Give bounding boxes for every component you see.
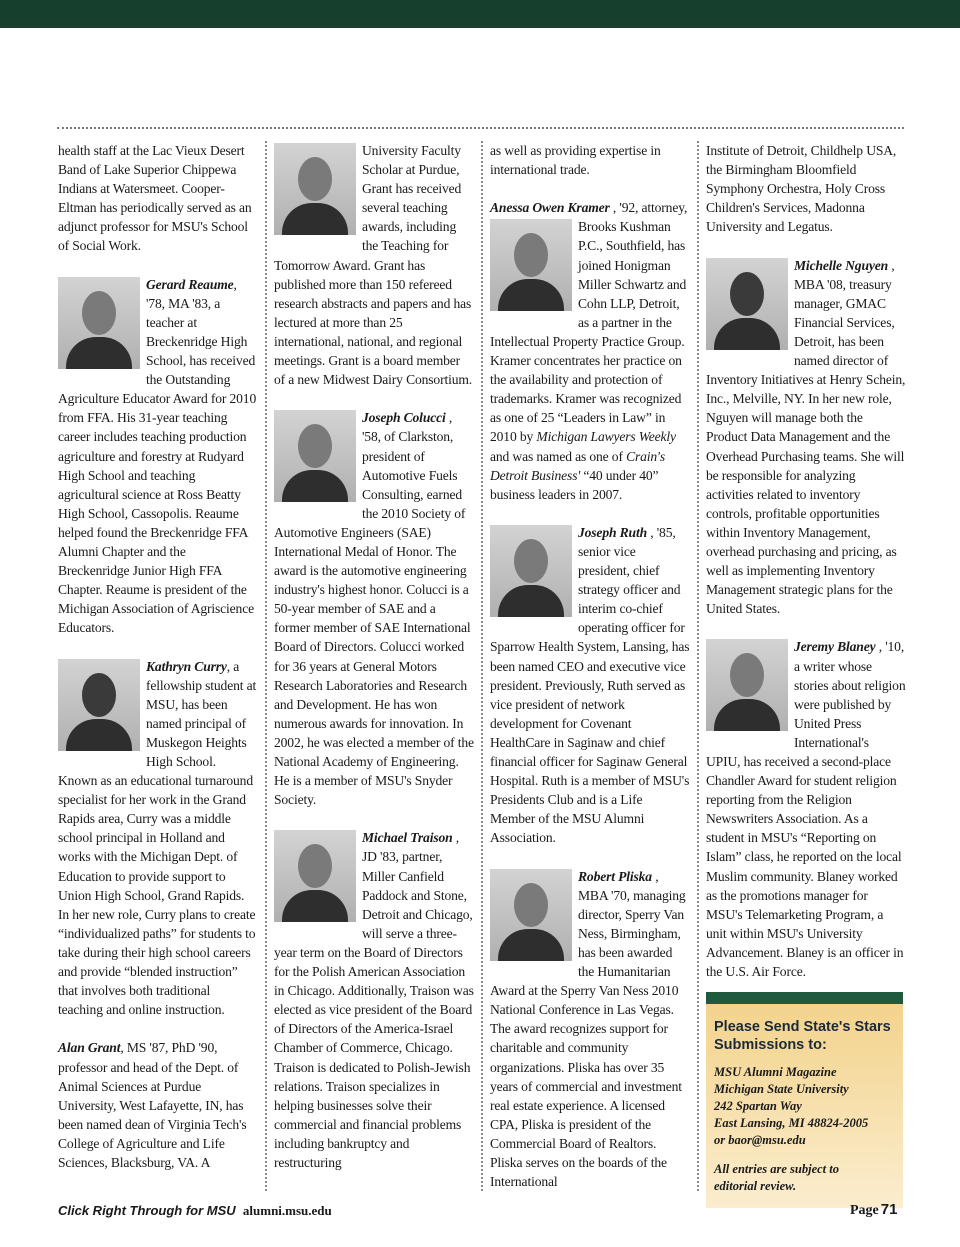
column-3 [490, 141, 690, 1210]
entry-text: , JD '83, partner, Miller Canfield Paddock and Stone, Detroit and Chicago, will serve a three-year term on the Board of Directors for the Polish American Association in Chicago. Additionally, Traison was elected as vice president of the Board of Directors of the America-Israel Chamber of Commerce, Chicago. Traison is dedicated to Polish-Jewish relations. Traison specializes in helping businesses solve their commercial and financial problems including bankruptcy and restructuring [274, 830, 474, 1170]
column-1 [58, 141, 258, 1191]
entry-text: , MS '87, PhD '90, professor and head of the Dept. of Animal Sciences at Purdue University, West Lafayette, IN, has been named dean of Virginia Tech's College of Agriculture and Life Sciences, Blacksburg, VA. A [58, 1040, 247, 1170]
column-4 [706, 141, 906, 1000]
address-line: 242 Spartan Way [714, 1099, 802, 1113]
portrait-photo-pliska [490, 869, 572, 961]
paragraph: as well as providing expertise in international trade. [490, 143, 661, 178]
entry-text: and was named as one of [490, 448, 627, 464]
entry-text: , MBA '08, treasury manager, GMAC Financial Services, Detroit, has been named director of Inventory Initiatives at Henry Schein, Inc., Melville, NY. In her new role, Nguyen will manage both the Product Data Management and the Overhead Purchasing teams. She will be responsible for analyzing activities related to inventory controls, profitable opportunities within Inventory Management, overhead purchasing and pricing, as well as implementing Inventory Management strategic plans for the United States. [706, 257, 906, 617]
entry-text: , '10, a writer whose stories about religion were published by United Press International's UPIU, has received a second-place Chandler Award for student religion reporting from the Religion Newswriters Association. As a student in MSU's “Reporting on Islam” class, he reported on the local Muslim community. Blaney worked as the promotions manager for MSU's Telemarketing Program, a unit within MSU's University Advancement. Blaney is an officer in the U.S. Air Force. [706, 639, 906, 980]
entry-text: , '58, of Clarkston, president of Automotive Fuels Consulting, earned the 2010 Society of Automotive Engineers (SAE) International Medal of Honor. The award is the automotive engineering industry's highest honor. Colucci is a 50-year member of SAE and a former member of SAE International Board of Directors. Colucci worked for 36 years at General Motors Research Laboratories and Research and Development. He has won numerous awards for innovation. In 2002, he was elected a member of the National Academy of Engineering. He is a member of MSU's Snyder Society. [274, 410, 474, 808]
top-dotted-rule [57, 127, 904, 129]
note-line: All entries are subject to [714, 1162, 839, 1176]
publication-name: Michigan Lawyers Weekly [536, 429, 676, 445]
footer-url-link[interactable]: alumni.msu.edu [242, 1203, 332, 1218]
entry-kramer [490, 198, 690, 504]
portrait-photo-colucci [274, 410, 356, 502]
column-divider [481, 141, 483, 1191]
entry-reaume [58, 275, 258, 638]
entry-text: , '78, MA '83, a teacher at Breckenridge High School, has received the Outstanding Agriculture Educator Award for 2010 from FFA. His 31-year teaching career includes teaching production agriculture and forestry at Rudyard High School and teaching agricultural science at Ross Beatty High School, Cassopolis. Reaume helped found the Breckenridge FFA Alumni Chapter and the Breckenridge Junior High FFA Chapter. Reaume is president of the Michigan Association of Agriscience Educators. [58, 276, 257, 636]
paragraph: Institute of Detroit, Childhelp USA, the Birmingham Bloomfield Symphony Orchestra, Holy Cross Children's Services, Madonna University and Legatus. [706, 143, 897, 235]
column-divider [265, 141, 267, 1191]
person-name: Michael Traison [362, 830, 453, 846]
submissions-title-line: Submissions to: [714, 1037, 827, 1053]
entry-nguyen [706, 256, 906, 619]
top-color-bar [0, 0, 960, 28]
editorial-note [714, 1161, 903, 1195]
address-line: Michigan State University [714, 1082, 849, 1096]
person-name: Michelle Nguyen [794, 257, 889, 273]
email-line[interactable]: or baor@msu.edu [714, 1133, 806, 1147]
page-label: Page [850, 1203, 879, 1218]
entry-colucci [274, 408, 474, 809]
person-name: Jeremy Blaney [794, 639, 876, 655]
person-name: Robert Pliska [578, 868, 652, 884]
person-name: Joseph Colucci [362, 410, 446, 426]
paragraph: health staff at the Lac Vieux Desert Band of Lake Superior Chippewa Indians at Watersmeet. Cooper-Eltman has periodically served as an adjunct professor for MSU's School of Social Work. [58, 143, 252, 254]
footer-left [58, 1203, 332, 1219]
portrait-photo-kramer [490, 219, 572, 311]
portrait-photo-traison [274, 830, 356, 922]
portrait-photo-curry [58, 659, 140, 751]
person-name: Joseph Ruth [578, 524, 647, 540]
entry-traison [274, 828, 474, 1172]
portrait-photo-blaney [706, 639, 788, 731]
mailing-address [714, 1064, 903, 1149]
submissions-title-line: Please Send State's Stars [714, 1019, 891, 1035]
entry-text: , '85, senior vice president, chief strategy officer and interim co-chief operating officer for Sparrow Health System, Lansing, has been named CEO and executive vice president. Previously, Ruth served as vice president of network development for Covenant HealthCare in Saginaw and chief financial officer for Saginaw General Hospital. Ruth is a member of MSU's Presidents Club and is a Life Member of the MSU Alumni Association. [490, 524, 690, 846]
column-2 [274, 141, 474, 1191]
address-line: East Lansing, MI 48824-2005 [714, 1116, 869, 1130]
person-name: Alan Grant [58, 1040, 121, 1056]
entry-ruth [490, 523, 690, 848]
portrait-photo-grant [274, 143, 356, 235]
portrait-photo-reaume [58, 277, 140, 369]
entry-blaney [706, 637, 906, 981]
note-line: editorial review. [714, 1179, 797, 1193]
submissions-title [714, 1018, 903, 1054]
entry-curry [58, 657, 258, 1020]
entry-text: , MBA '70, managing director, Sperry Van Ness, Birmingham, has been awarded the Humanitarian Award at the Sperry Van Ness 2010 National Conference in Las Vegas. The award recognizes support for charitable and community organizations. Pliska has over 35 years of commercial and investment real estate experience. A licensed CPA, Pliska is president of the Commercial Board of Realtors. Pliska serves on the boards of the International [490, 868, 686, 1190]
entry-pliska [490, 867, 690, 1192]
address-line: MSU Alumni Magazine [714, 1065, 837, 1079]
page-number-value: 71 [880, 1201, 898, 1218]
entry-text: , '92, attorney, Brooks Kushman P.C., Southfield, has joined Honigman Miller Schwartz and Cohn LLP, Detroit, as a partner in the Intellectual Property Practice Group. Kramer concentrates her practice on the availability and protection of trademarks. Kramer was recognized as one of 25 “Leaders in Law” in 2010 by [490, 200, 688, 445]
column-divider [697, 141, 699, 1191]
page-number [850, 1201, 897, 1219]
portrait-photo-nguyen [706, 258, 788, 350]
entry-text: , a fellowship student at MSU, has been named principal of Muskegon Heights High School. Known as an educational turnaround specialist for her work in the Grand Rapids area, Curry was a middle school principal in Holland and works with the Michigan Dept. of Education to provide support to Union High School, Grand Rapids. In her new role, Curry plans to create “individualized paths” for students to take during their high school careers and provide “blended instruction” that involves both traditional teaching and online instruction. [58, 658, 257, 1018]
footer-tagline: Click Right Through for MSU [58, 1203, 236, 1218]
person-name: Anessa Owen Kramer [490, 200, 610, 216]
entry-grant-cont [274, 141, 474, 389]
person-name: Gerard Reaume [146, 276, 234, 292]
entry-grant [58, 1038, 258, 1172]
portrait-photo-ruth [490, 525, 572, 617]
submissions-box [706, 992, 903, 1208]
person-name: Kathryn Curry [146, 658, 227, 674]
publication-name: Crain's Detroit Business' [490, 448, 665, 483]
entry-text: “40 under 40” business leaders in 2007. [490, 467, 659, 502]
entry-text: University Faculty Scholar at Purdue, Grant has received several teaching awards, including the Teaching for Tomorrow Award. Grant has published more than 150 refereed research abstracts and papers and has lectured at more than 25 international, national, and regional meetings. Grant is a board member of a new Midwest Dairy Consortium. [274, 143, 473, 388]
